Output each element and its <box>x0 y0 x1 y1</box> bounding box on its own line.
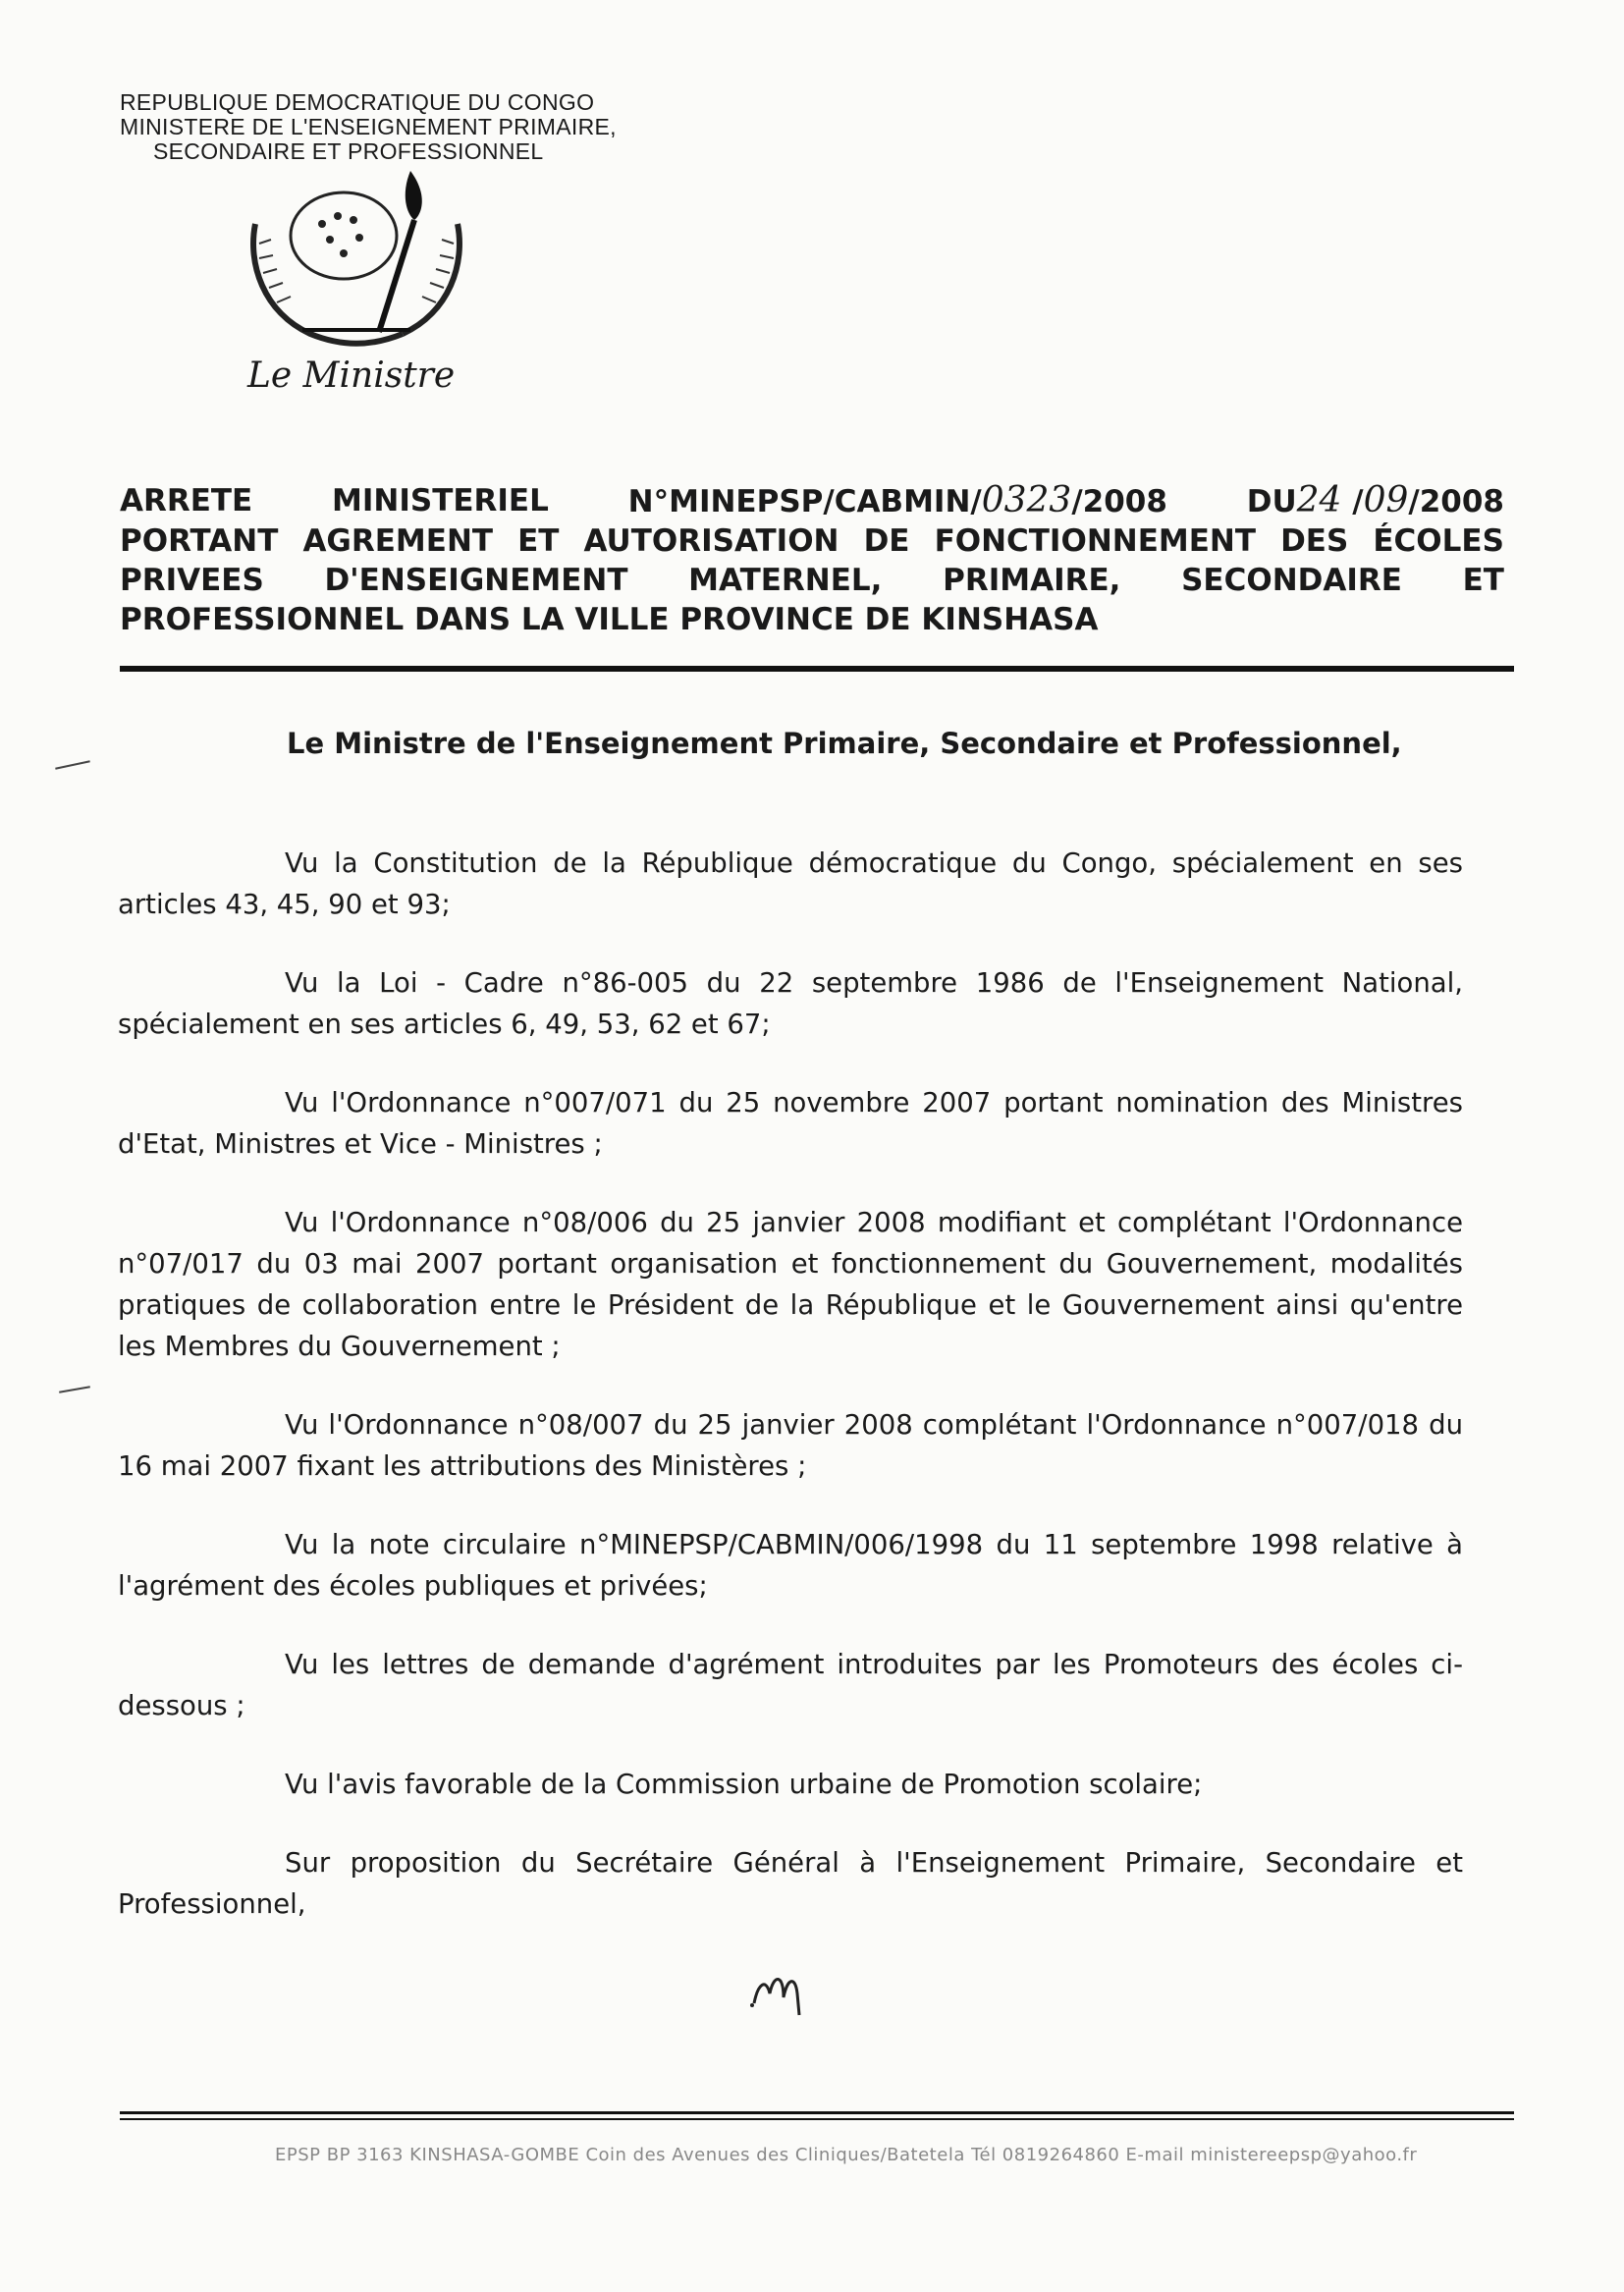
handwritten-day: 24 <box>1296 480 1342 520</box>
coat-of-arms-emblem <box>234 165 479 361</box>
letterhead-country: REPUBLIQUE DEMOCRATIQUE DU CONGO <box>120 89 595 115</box>
decree-ref-year: /2008 <box>1071 484 1167 519</box>
consideration-paragraph: Vu la Constitution de la République démocratique du Congo, spécialement en ses articles 43, 45, 90 et 93; <box>118 847 1463 920</box>
consideration-paragraph: Vu l'Ordonnance n°08/007 du 25 janvier 2008 complétant l'Ordonnance n°007/018 du 16 mai 2007 fixant les attributions des Ministères ; <box>118 1409 1463 1482</box>
decree-word: ÉCOLES <box>1373 523 1504 559</box>
date-sep: / <box>1341 484 1364 519</box>
decree-word: ARRETE <box>120 483 253 518</box>
considerations-list <box>118 843 1463 1962</box>
decree-word: ET <box>1462 563 1504 598</box>
decree-reference <box>628 481 1167 521</box>
minister-title-script: Le Ministre <box>247 355 456 396</box>
decree-word: FONCTIONNEMENT <box>934 523 1256 559</box>
decree-title-line-3 <box>120 561 1504 600</box>
decree-word: D'ENSEIGNEMENT <box>324 563 628 598</box>
decree-word: DES <box>1280 523 1349 559</box>
date-year: /2008 <box>1408 484 1504 519</box>
decree-word: MATERNEL, <box>688 563 883 598</box>
consideration-paragraph: Vu la note circulaire n°MINEPSP/CABMIN/006/1998 du 11 septembre 1998 relative à l'agrément des écoles publiques et privées; <box>118 1529 1463 1602</box>
decree-word: AUTORISATION <box>583 523 839 559</box>
handwritten-initials <box>744 1964 833 2023</box>
handwritten-month: 09 <box>1363 480 1409 520</box>
scan-artifact <box>55 760 90 769</box>
decree-word: ET <box>517 523 560 559</box>
letterhead <box>120 90 748 164</box>
minister-intro: Le Ministre de l'Enseignement Primaire, Secondaire et Professionnel, <box>287 727 1402 760</box>
decree-word: SECONDAIRE <box>1181 563 1402 598</box>
letterhead-ministry-cont: SECONDAIRE ET PROFESSIONNEL <box>153 138 544 164</box>
footer-rule-thick <box>120 2111 1514 2114</box>
decree-du: DU <box>1246 484 1297 519</box>
consideration-paragraph: Sur proposition du Secrétaire Général à l'Enseignement Primaire, Secondaire et Professionnel, <box>118 1847 1463 1920</box>
consideration-paragraph: Vu l'avis favorable de la Commission urbaine de Promotion scolaire; <box>285 1769 1203 1800</box>
decree-word: MINISTERIEL <box>332 483 549 518</box>
decree-word: PRIMAIRE, <box>943 563 1121 598</box>
scan-artifact <box>59 1386 90 1393</box>
footer-rule-thin <box>120 2118 1514 2120</box>
letterhead-ministry: MINISTERE DE L'ENSEIGNEMENT PRIMAIRE, <box>120 114 617 139</box>
footer-address: EPSP BP 3163 KINSHASA-GOMBE Coin des Avenues des Cliniques/Batetela Tél 0819264860 E-mail ministereepsp@yahoo.fr <box>275 2145 1418 2165</box>
decree-title <box>120 481 1504 639</box>
decree-word: PRIVEES <box>120 563 264 598</box>
decree-date <box>1247 481 1504 521</box>
consideration-paragraph: Vu les lettres de demande d'agrément introduites par les Promoteurs des écoles ci-dessous ; <box>118 1649 1463 1721</box>
decree-word: DE <box>863 523 910 559</box>
decree-word: PORTANT <box>120 523 279 559</box>
consideration-paragraph: Vu l'Ordonnance n°007/071 du 25 novembre 2007 portant nomination des Ministres d'Etat, Ministres et Vice - Ministres ; <box>118 1087 1463 1160</box>
consideration-paragraph: Vu la Loi - Cadre n°86-005 du 22 septembre 1986 de l'Enseignement National, spécialement en ses articles 6, 49, 53, 62 et 67; <box>118 967 1463 1040</box>
decree-ref-prefix: N°MINEPSP/CABMIN/ <box>627 484 982 519</box>
handwritten-ref-number: 0323 <box>981 480 1072 520</box>
decree-word: AGREMENT <box>302 523 494 559</box>
decree-title-line-2 <box>120 521 1504 561</box>
decree-title-line-4: PROFESSIONNEL DANS LA VILLE PROVINCE DE KINSHASA <box>120 602 1099 637</box>
decree-title-line-1 <box>120 481 1504 521</box>
title-separator-rule <box>120 666 1514 672</box>
consideration-paragraph: Vu l'Ordonnance n°08/006 du 25 janvier 2008 modifiant et complétant l'Ordonnance n°07/017 du 03 mai 2007 portant organisation et fonctionnement du Gouvernement, modalités pratiques de collaboration entre le Président de la République et le Gouvernement ainsi qu'entre les Membres du Gouvernement ; <box>118 1207 1463 1362</box>
